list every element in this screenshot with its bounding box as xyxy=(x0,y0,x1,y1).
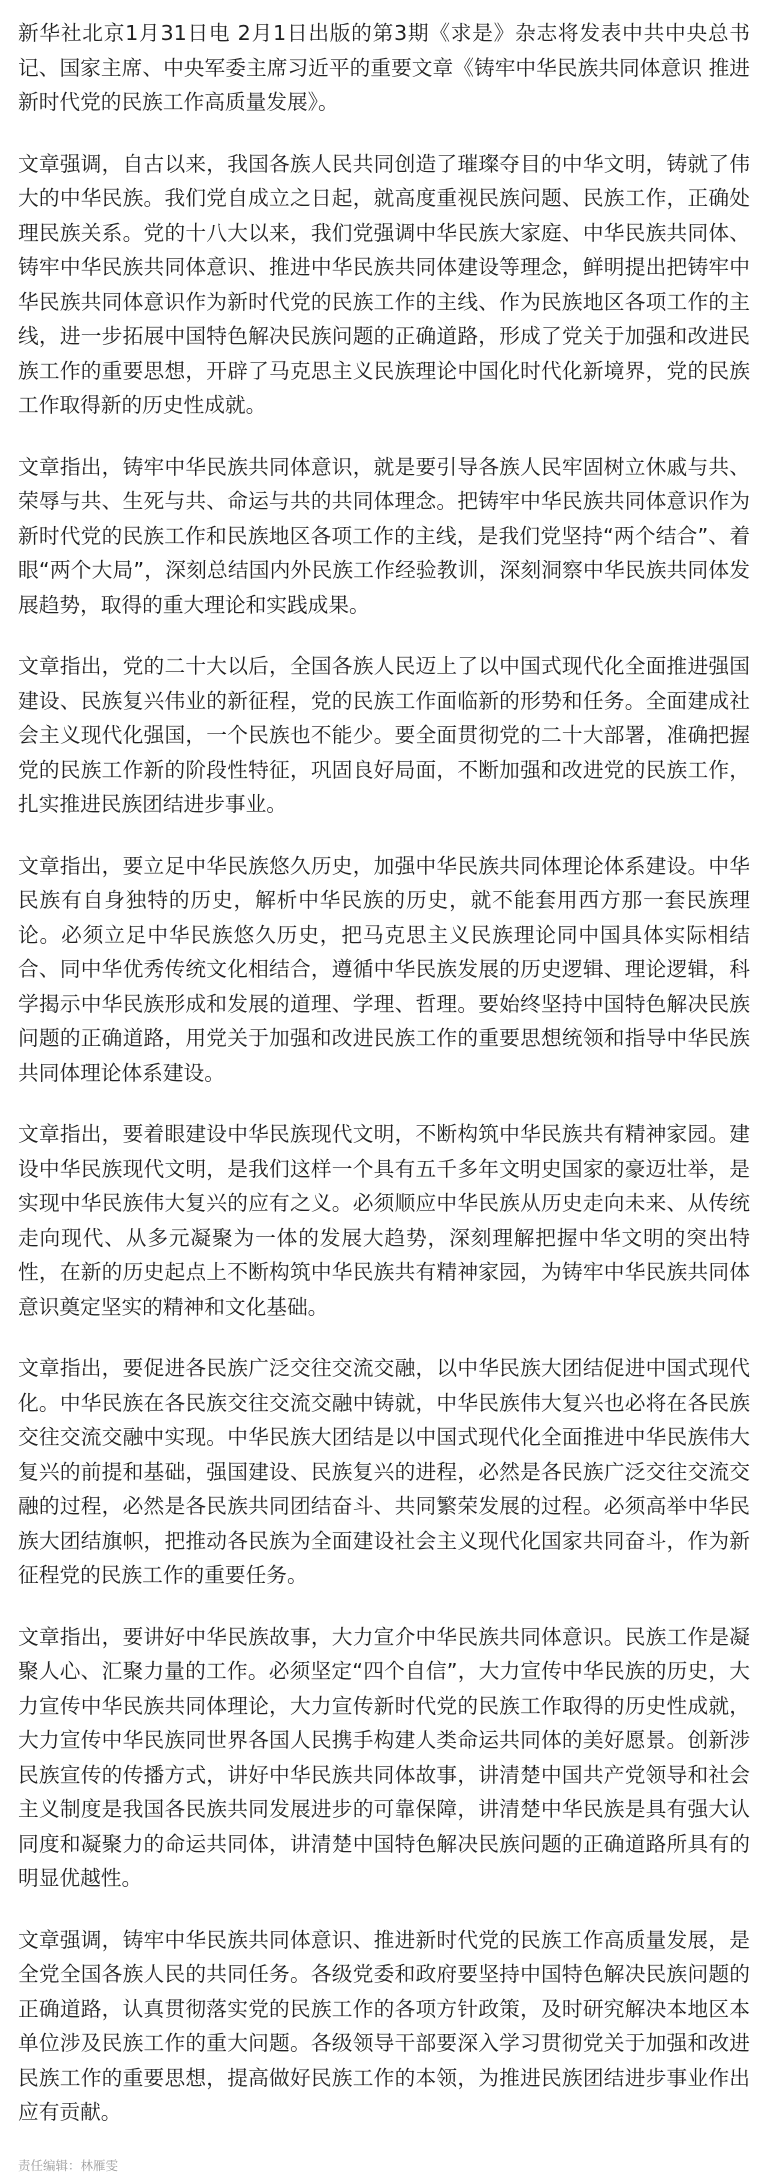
responsible-editor: 责任编辑：林雁雯 xyxy=(18,2157,119,2173)
paragraph-3: 文章指出，铸牢中华民族共同体意识，就是要引导各族人民牢固树立休戚与共、荣辱与共、生死与共、命运与共的共同体理念。把铸牢中华民族共同体意识作为新时代党的民族工作和民族地区各项工作的主线，是我们党坚持“两个结合”、着眼“两个大局”，深刻总结国内外民族工作经验教训，深刻洞察中华民族共同体发展趋势，取得的重大理论和实践成果。 xyxy=(18,454,751,617)
paragraph-2: 文章强调，自古以来，我国各族人民共同创造了璀璨夺目的中华文明，铸就了伟大的中华民族。我们党自成立之日起，就高度重视民族问题、民族工作，正确处理民族关系。党的十八大以来，我们党强调中华民族大家庭、中华民族共同体、铸牢中华民族共同体意识、推进中华民族共同体建设等理念，鲜明提出把铸牢中华民族共同体意识作为新时代党的民族工作的主线、作为民族地区各项工作的主线，进一步拓展中国特色解决民族问题的正确道路，形成了党关于加强和改进民族工作的重要思想，开辟了马克思主义民族理论中国化时代化新境界，党的民族工作取得新的历史性成就。 xyxy=(18,151,750,417)
paragraph-4: 文章指出，党的二十大以后，全国各族人民迈上了以中国式现代化全面推进强国建设、民族复兴伟业的新征程，党的民族工作面临新的形势和任务。全面建成社会主义现代化强国，一个民族也不能少。要全面贯彻党的二十大部署，准确把握党的民族工作新的阶段性特征，巩固良好局面，不断加强和改进党的民族工作，扎实推进民族团结进步事业。 xyxy=(18,654,750,816)
paragraph-5: 文章指出，要立足中华民族悠久历史，加强中华民族共同体理论体系建设。中华民族有自身独特的历史，解析中华民族的历史，就不能套用西方那一套民族理论。必须立足中华民族悠久历史，把马克思主义民族理论同中国具体实际相结合、同中华优秀传统文化相结合，遵循中华民族发展的历史逻辑、理论逻辑，科学揭示中华民族形成和发展的道理、学理、哲理。要始终坚持中国特色解决民族问题的正确道路，用党关于加强和改进民族工作的重要思想统领和指导中华民族共同体理论体系建设。 xyxy=(18,853,750,1085)
paragraph-9: 文章强调，铸牢中华民族共同体意识、推进新时代党的民族工作高质量发展，是全党全国各族人民的共同任务。各级党委和政府要坚持中国特色解决民族问题的正确道路，认真贯彻落实党的民族工作的各项方针政策，及时研究解决本地区本单位涉及民族工作的重大问题。各级领导干部要深入学习贯彻党关于加强和改进民族工作的重要思想，提高做好民族工作的本领，为推进民族团结进步事业作出应有贡献。 xyxy=(18,1927,750,2124)
paragraph-6: 文章指出，要着眼建设中华民族现代文明，不断构筑中华民族共有精神家园。建设中华民族现代文明，是我们这样一个具有五千多年文明史国家的豪迈壮举，是实现中华民族伟大复兴的应有之义。必须顺应中华民族从历史走向未来、从传统走向现代、从多元凝聚为一体的发展大趋势，深刻理解把握中华文明的突出特性，在新的历史起点上不断构筑中华民族共有精神家园，为铸牢中华民族共同体意识奠定坚实的精神和文化基础。 xyxy=(18,1122,750,1319)
paragraph-8: 文章指出，要讲好中华民族故事，大力宣介中华民族共同体意识。民族工作是凝聚人心、汇聚力量的工作。必须坚定“四个自信”，大力宣传中华民族的历史，大力宣传中华民族共同体理论，大力宣传新时代党的民族工作取得的历史性成就，大力宣传中华民族同世界各国人民携手构建人类命运共同体的美好愿景。创新涉民族宣传的传播方式，讲好中华民族共同体故事，讲清楚中国共产党领导和社会主义制度是我国各民族共同发展进步的可靠保障，讲清楚中华民族是具有强大认同度和凝聚力的命运共同体，讲清楚中国特色解决民族问题的正确道路所具有的明显优越性。 xyxy=(18,1624,750,1890)
paragraph-intro: 新华社北京1月31日电 2月1日出版的第3期《求是》杂志将发表中共中央总书记、国家主席、中央军委主席习近平的重要文章《铸牢中华民族共同体意识 推进新时代党的民族工作高质量发展》。 xyxy=(18,21,750,114)
paragraph-7: 文章指出，要促进各民族广泛交往交流交融，以中华民族大团结促进中国式现代化。中华民族在各民族交往交流交融中铸就，中华民族伟大复兴也必将在各民族交往交流交融中实现。中华民族大团结是以中国式现代化全面推进中华民族伟大复兴的前提和基础，强国建设、民族复兴的进程，必然是各民族广泛交往交流交融的过程，必然是各民族共同团结奋斗、共同繁荣发展的过程。必须高举中华民族大团结旗帜，把推动各民族为全面建设社会主义现代化国家共同奋斗，作为新征程党的民族工作的重要任务。 xyxy=(18,1356,750,1587)
